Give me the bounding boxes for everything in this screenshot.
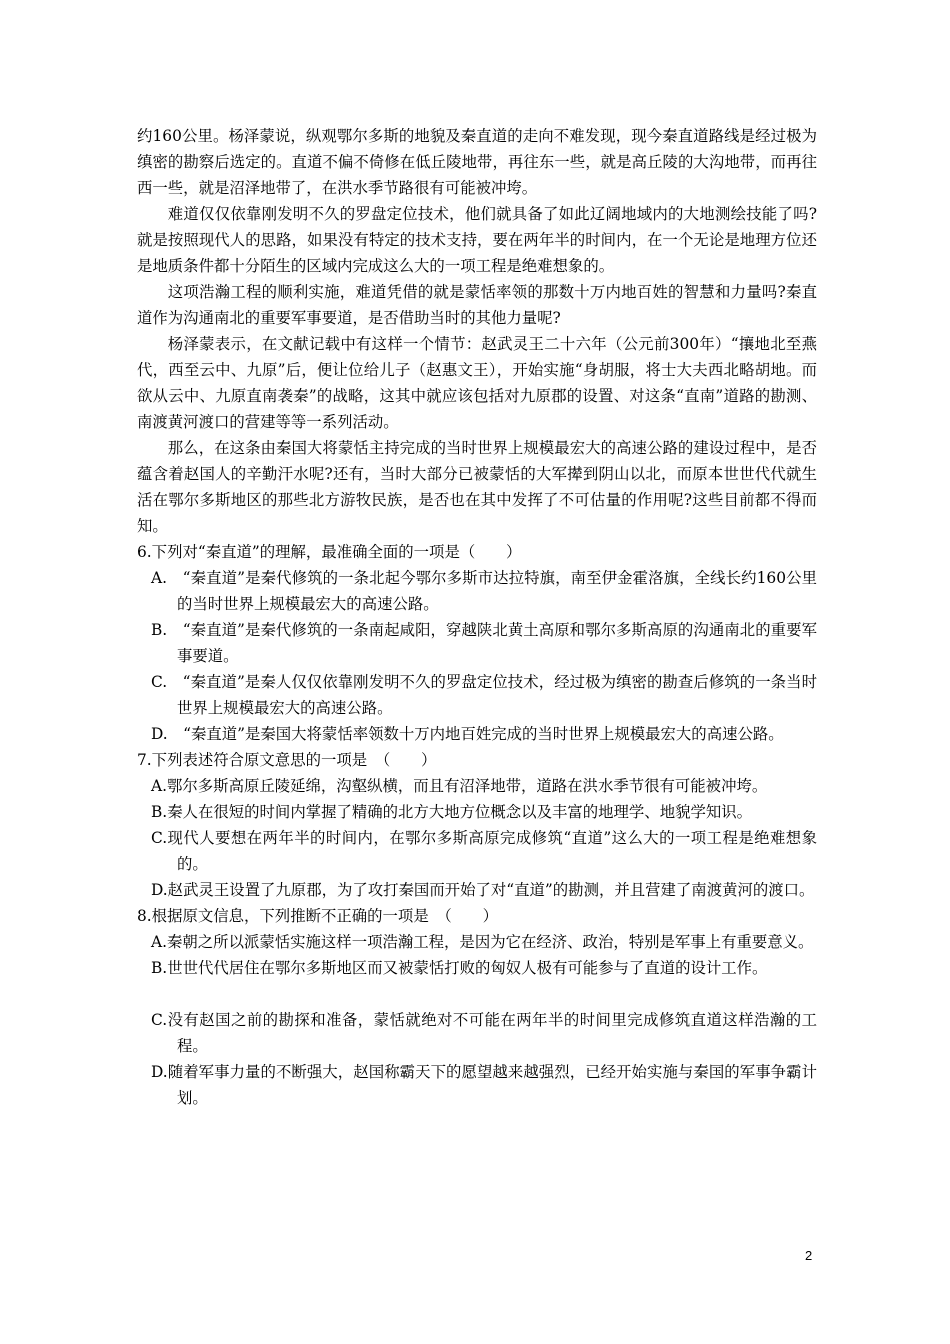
question-6: [137, 539, 817, 747]
question-7: [137, 747, 817, 903]
question-stem: 6.下列对“秦直道”的理解，最准确全面的一项是（ ）: [137, 543, 522, 561]
question-8: [137, 903, 817, 1111]
paragraph: 这项浩瀚工程的顺利实施，难道凭借的就是蒙恬率领的那数十万内地百姓的智慧和力量吗?秦直道作为沟通南北的重要军事要道，是否借助当时的其他力量呢?: [137, 283, 817, 327]
question-stem: 7.下列表述符合原文意思的一项是 （ ）: [137, 751, 437, 769]
question-stem: 8.根据原文信息，下列推断不正确的一项是 （ ）: [137, 907, 498, 925]
paragraph: 难道仅仅依靠刚发明不久的罗盘定位技术，他们就具备了如此辽阔地域内的大地测绘技能了吗?就是按照现代人的思路，如果没有特定的技术支持，要在两年半的时间内，在一个无论是地理方位还是地质条件都十分陌生的区域内完成这么大的一项工程是绝难想象的。: [137, 205, 817, 275]
option-a: A.鄂尔多斯高原丘陵延绵，沟壑纵横，而且有沼泽地带，道路在洪水季节很有可能被冲垮。: [151, 777, 768, 795]
option-d: D.赵武灵王设置了九原郡，为了攻打秦国而开始了对“直道”的勘测，并且营建了南渡黄河的渡口。: [151, 881, 815, 899]
option-b: B.世世代代居住在鄂尔多斯地区而又被蒙恬打败的匈奴人极有可能参与了直道的设计工作。: [151, 959, 768, 977]
option-a: A.秦朝之所以派蒙恬实施这样一项浩瀚工程，是因为它在经济、政治，特别是军事上有重要意义。: [151, 933, 814, 951]
option-c: C. “秦直道”是秦人仅仅依靠刚发明不久的罗盘定位技术，经过极为缜密的勘查后修筑的一条当时世界上规模最宏大的高速公路。: [151, 673, 817, 717]
document-body: [137, 123, 817, 1111]
paragraph: 约160公里。杨泽蒙说，纵观鄂尔多斯的地貌及秦直道的走向不难发现，现今秦直道路线是经过极为缜密的勘察后选定的。直道不偏不倚修在低丘陵地带，再往东一些，就是高丘陵的大沟地带，而再往西一些，就是沼泽地带了，在洪水季节路很有可能被冲垮。: [137, 127, 817, 197]
page-number: 2: [805, 1248, 813, 1263]
option-b: B.秦人在很短的时间内掌握了精确的北方大地方位概念以及丰富的地理学、地貌学知识。: [151, 803, 753, 821]
blank-line: [137, 981, 817, 1007]
option-c: C.没有赵国之前的勘探和准备，蒙恬就绝对不可能在两年半的时间里完成修筑直道这样浩瀚的工程。: [151, 1011, 817, 1055]
option-a: A. “秦直道”是秦代修筑的一条北起今鄂尔多斯市达拉特旗，南至伊金霍洛旗，全线长约160公里的当时世界上规模最宏大的高速公路。: [151, 569, 817, 613]
paragraph: 杨泽蒙表示，在文献记载中有这样一个情节：赵武灵王二十六年（公元前300年）“攘地北至燕代，西至云中、九原”后，便让位给儿子（赵惠文王），开始实施“身胡服，将士大夫西北略胡地。而欲从云中、九原直南袭秦”的战略，这其中就应该包括对九原郡的设置、对这条“直南”道路的勘测、南渡黄河渡口的营建等等一系列活动。: [137, 335, 817, 431]
paragraph: 那么，在这条由秦国大将蒙恬主持完成的当时世界上规模最宏大的高速公路的建设过程中，是否蕴含着赵国人的辛勤汗水呢?还有，当时大部分已被蒙恬的大军撵到阴山以北，而原本世世代代就生活在鄂尔多斯地区的那些北方游牧民族，是否也在其中发挥了不可估量的作用呢?这些目前都不得而知。: [137, 439, 817, 535]
option-d: D. “秦直道”是秦国大将蒙恬率领数十万内地百姓完成的当时世界上规模最宏大的高速公路。: [151, 725, 784, 743]
option-b: B. “秦直道”是秦代修筑的一条南起咸阳，穿越陕北黄土高原和鄂尔多斯高原的沟通南北的重要军事要道。: [151, 621, 817, 665]
option-c: C.现代人要想在两年半的时间内，在鄂尔多斯高原完成修筑“直道”这么大的一项工程是绝难想象的。: [151, 829, 817, 873]
option-d: D.随着军事力量的不断强大，赵国称霸天下的愿望越来越强烈，已经开始实施与秦国的军事争霸计划。: [151, 1063, 817, 1107]
